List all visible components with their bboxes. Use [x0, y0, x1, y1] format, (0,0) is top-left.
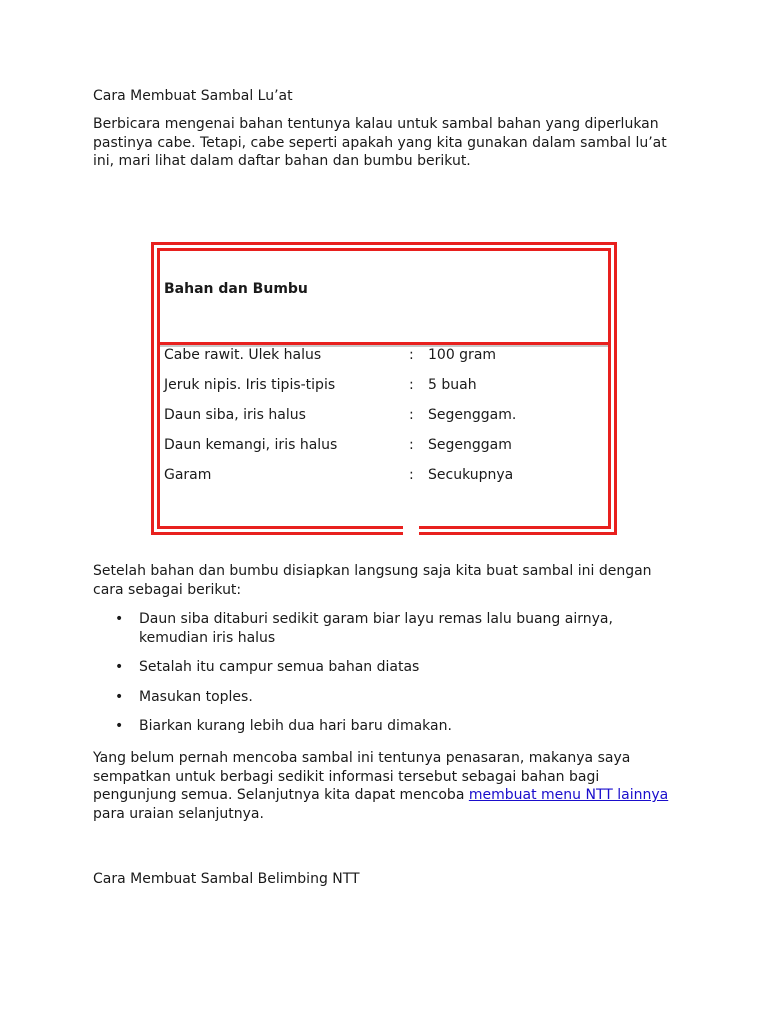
- step-text: Setalah itu campur semua bahan diatas: [139, 659, 420, 675]
- step-text: Biarkan kurang lebih dua hari baru dimakan.: [139, 718, 452, 734]
- list-item: [93, 688, 653, 707]
- next-section-title: Cara Membuat Sambal Belimbing NTT: [93, 871, 360, 887]
- closing-paragraph: [93, 749, 683, 823]
- ingredient-name: Daun kemangi, iris halus: [164, 437, 338, 453]
- closing-text-after: para uraian selanjutnya.: [93, 805, 264, 822]
- bullet-icon: •: [115, 688, 124, 705]
- ingredient-quantity: Segenggam.: [428, 407, 517, 423]
- menu-ntt-link[interactable]: membuat menu NTT lainnya: [468, 787, 669, 803]
- ingredient-quantity: Secukupnya: [428, 467, 514, 483]
- steps-intro-paragraph: Setelah bahan dan bumbu disiapkan langsung saja kita buat sambal ini dengan cara sebagai berikut:: [93, 563, 652, 598]
- ingredient-separator: :: [409, 467, 414, 483]
- ingredient-name: Cabe rawit. Ulek halus: [164, 347, 322, 363]
- ingredient-separator: :: [409, 377, 414, 393]
- ingredient-row: [164, 377, 584, 395]
- closing-text-before: Yang belum pernah mencoba sambal ini tentunya penasaran, makanya saya sempatkan untuk berbagi sedikit informasi tersebut sebagai bahan bagi pengunjung semua. Selanjutnya kita dapat mencoba: [93, 750, 631, 803]
- ingredient-quantity: 5 buah: [428, 377, 477, 393]
- ingredient-row: [164, 407, 584, 425]
- list-item: [93, 610, 653, 647]
- ingredient-separator: :: [409, 407, 414, 423]
- ingredient-separator: :: [409, 347, 414, 363]
- ingredient-name: Jeruk nipis. Iris tipis-tipis: [164, 377, 336, 393]
- steps-list: [93, 610, 653, 736]
- step-text: Daun siba ditaburi sedikit garam biar layu remas lalu buang airnya, kemudian iris halus: [139, 611, 613, 646]
- ingredient-name: Garam: [164, 467, 212, 483]
- bullet-icon: •: [115, 659, 124, 675]
- bullet-icon: •: [115, 718, 124, 734]
- step-text: Masukan toples.: [139, 688, 253, 705]
- ingredient-row: [164, 467, 584, 485]
- ingredient-row: [164, 437, 584, 455]
- section-title: Cara Membuat Sambal Lu’at: [93, 88, 293, 104]
- ingredients-heading: Bahan dan Bumbu: [164, 281, 308, 297]
- ingredient-quantity: Segenggam: [428, 437, 512, 453]
- intro-paragraph: Berbicara mengenai bahan tentunya kalau untuk sambal bahan yang diperlukan pastinya cabe. Tetapi, cabe seperti apakah yang kita gunakan dalam sambal lu’at ini, mari lihat dalam daftar bahan dan bumbu berikut.: [93, 116, 667, 169]
- ingredient-row: [164, 347, 584, 365]
- list-item: [93, 658, 653, 677]
- bullet-icon: •: [115, 611, 124, 627]
- box-border-gap: [403, 524, 419, 538]
- ingredient-name: Daun siba, iris halus: [164, 407, 306, 423]
- ingredient-separator: :: [409, 437, 414, 453]
- list-item: [93, 717, 653, 736]
- ingredient-quantity: 100 gram: [428, 347, 497, 363]
